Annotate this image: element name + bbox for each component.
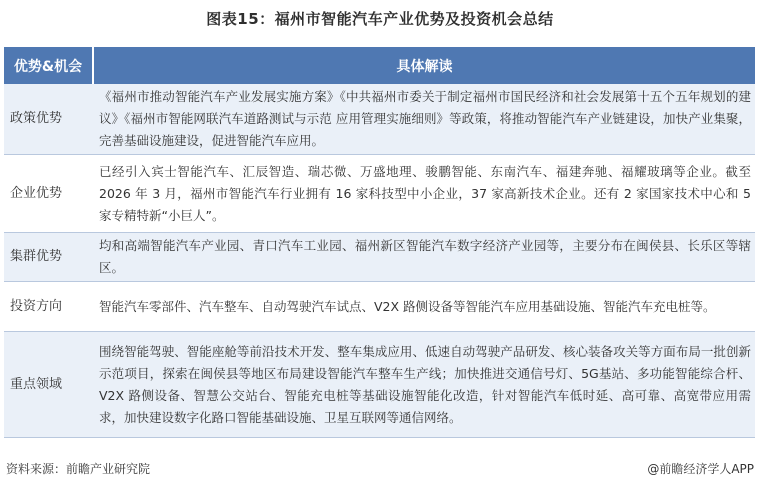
row-category: 政策优势	[4, 84, 93, 155]
row-category: 重点领域	[4, 332, 93, 438]
row-category: 投资方向	[4, 282, 93, 332]
table-header-row	[4, 47, 755, 84]
table-row	[4, 332, 755, 438]
row-category: 企业优势	[4, 155, 93, 233]
table-row	[4, 233, 755, 282]
row-text: 《福州市推动智能汽车产业发展实施方案》《中共福州市委关于制定福州市国民经济和社会发展第十五个五年规划的建议》《福州市智能网联汽车道路测试与示范 应用管理实施细则》等政策，将推动智能汽车产业链建设，加快产业集聚，完善基础设施建设，促进智能汽车应用。	[93, 84, 755, 155]
header-description: 具体解读	[93, 47, 755, 84]
figure-title: 图表15：福州市智能汽车产业优势及投资机会总结	[206, 10, 554, 28]
summary-table	[4, 47, 755, 438]
source-note: 资料来源：前瞻产业研究院	[6, 462, 151, 476]
row-text: 均和高端智能汽车产业园、青口汽车工业园、福州新区智能汽车数字经济产业园等，主要分布在闽侯县、长乐区等辖区。	[93, 233, 755, 282]
table-row	[4, 84, 755, 155]
credit-note	[647, 460, 754, 477]
credit-text: @前瞻经济学人APP	[647, 462, 754, 476]
table-row	[4, 155, 755, 233]
row-text: 智能汽车零部件、汽车整车、自动驾驶汽车试点、V2X 路侧设备等智能汽车应用基础设施、智能汽车充电桩等。	[93, 282, 755, 332]
row-text: 已经引入宾士智能汽车、汇辰智造、瑞芯微、万盛地理、骏鹏智能、东南汽车、福建奔驰、福耀玻璃等企业。截至 2026 年 3 月，福州市智能汽车行业拥有 16 家科技型中小企业，37 家高新技术企业。还有 2 家国家技术中心和 5 家专精特新“小巨人”。	[93, 155, 755, 233]
row-category: 集群优势	[4, 233, 93, 282]
table-row	[4, 282, 755, 332]
header-category: 优势&机会	[4, 47, 93, 84]
row-text: 围绕智能驾驶、智能座舱等前沿技术开发、整车集成应用、低速自动驾驶产品研发、核心装备攻关等方面布局一批创新示范项目，探索在闽侯县等地区布局建设智能汽车整车生产线；加快推进交通信号灯、5G基站、多功能智能综合杆、V2X 路侧设备、智慧公交站台、智能充电桩等基础设施智能化改造，针对智能汽车低时延、高可靠、高宽带应用需求，加快建设数字化路口智能基础设施、卫星互联网等通信网络。	[93, 332, 755, 438]
